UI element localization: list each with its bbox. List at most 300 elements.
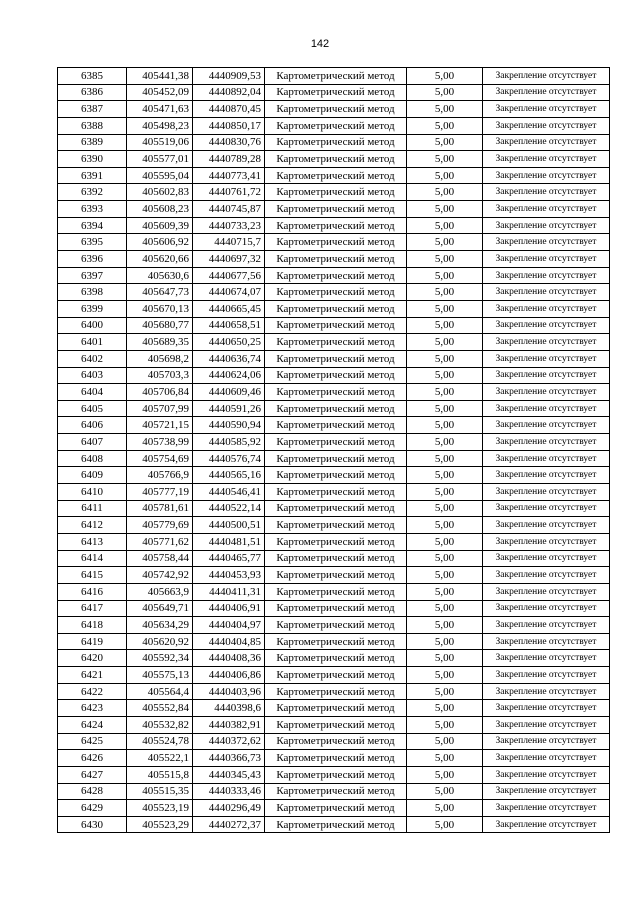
fixing-cell: Закрепление отсутствует — [483, 417, 610, 434]
accuracy-cell: 5,00 — [407, 733, 483, 750]
x-coordinate-cell: 405758,44 — [127, 550, 193, 567]
fixing-cell: Закрепление отсутствует — [483, 68, 610, 85]
fixing-cell: Закрепление отсутствует — [483, 533, 610, 550]
fixing-cell: Закрепление отсутствует — [483, 683, 610, 700]
accuracy-cell: 5,00 — [407, 68, 483, 85]
point-number-cell: 6427 — [58, 766, 127, 783]
point-number-cell: 6390 — [58, 151, 127, 168]
y-coordinate-cell: 4440522,14 — [193, 500, 265, 517]
x-coordinate-cell: 405441,38 — [127, 68, 193, 85]
fixing-cell: Закрепление отсутствует — [483, 400, 610, 417]
accuracy-cell: 5,00 — [407, 334, 483, 351]
x-coordinate-cell: 405620,92 — [127, 633, 193, 650]
accuracy-cell: 5,00 — [407, 550, 483, 567]
y-coordinate-cell: 4440500,51 — [193, 517, 265, 534]
table-row — [58, 450, 610, 467]
accuracy-cell: 5,00 — [407, 267, 483, 284]
x-coordinate-cell: 405608,23 — [127, 201, 193, 218]
accuracy-cell: 5,00 — [407, 217, 483, 234]
accuracy-cell: 5,00 — [407, 117, 483, 134]
y-coordinate-cell: 4440624,06 — [193, 367, 265, 384]
point-number-cell: 6398 — [58, 284, 127, 301]
y-coordinate-cell: 4440398,6 — [193, 700, 265, 717]
point-number-cell: 6407 — [58, 434, 127, 451]
table-row — [58, 683, 610, 700]
accuracy-cell: 5,00 — [407, 700, 483, 717]
table-row — [58, 517, 610, 534]
point-number-cell: 6424 — [58, 716, 127, 733]
fixing-cell: Закрепление отсутствует — [483, 650, 610, 667]
fixing-cell: Закрепление отсутствует — [483, 251, 610, 268]
method-cell: Картометрический метод — [265, 151, 407, 168]
accuracy-cell: 5,00 — [407, 683, 483, 700]
x-coordinate-cell: 405698,2 — [127, 350, 193, 367]
point-number-cell: 6391 — [58, 167, 127, 184]
fixing-cell: Закрепление отсутствует — [483, 267, 610, 284]
accuracy-cell: 5,00 — [407, 750, 483, 767]
table-row — [58, 500, 610, 517]
method-cell: Картометрический метод — [265, 417, 407, 434]
x-coordinate-cell: 405620,66 — [127, 251, 193, 268]
x-coordinate-cell: 405452,09 — [127, 84, 193, 101]
accuracy-cell: 5,00 — [407, 484, 483, 501]
table-row — [58, 217, 610, 234]
fixing-cell: Закрепление отсутствует — [483, 134, 610, 151]
method-cell: Картометрический метод — [265, 550, 407, 567]
point-number-cell: 6411 — [58, 500, 127, 517]
point-number-cell: 6396 — [58, 251, 127, 268]
x-coordinate-cell: 405471,63 — [127, 101, 193, 118]
fixing-cell: Закрепление отсутствует — [483, 667, 610, 684]
accuracy-cell: 5,00 — [407, 201, 483, 218]
table-row — [58, 716, 610, 733]
method-cell: Картометрический метод — [265, 533, 407, 550]
accuracy-cell: 5,00 — [407, 384, 483, 401]
y-coordinate-cell: 4440546,41 — [193, 484, 265, 501]
x-coordinate-cell: 405703,3 — [127, 367, 193, 384]
x-coordinate-cell: 405609,39 — [127, 217, 193, 234]
y-coordinate-cell: 4440408,36 — [193, 650, 265, 667]
x-coordinate-cell: 405602,83 — [127, 184, 193, 201]
point-number-cell: 6429 — [58, 800, 127, 817]
method-cell: Картометрический метод — [265, 284, 407, 301]
page-number: 142 — [310, 38, 330, 50]
table-row — [58, 583, 610, 600]
table-row — [58, 234, 610, 251]
x-coordinate-cell: 405706,84 — [127, 384, 193, 401]
point-number-cell: 6394 — [58, 217, 127, 234]
x-coordinate-cell: 405738,99 — [127, 434, 193, 451]
x-coordinate-cell: 405515,35 — [127, 783, 193, 800]
x-coordinate-cell: 405670,13 — [127, 300, 193, 317]
table-row — [58, 567, 610, 584]
fixing-cell: Закрепление отсутствует — [483, 500, 610, 517]
method-cell: Картометрический метод — [265, 716, 407, 733]
x-coordinate-cell: 405524,78 — [127, 733, 193, 750]
y-coordinate-cell: 4440585,92 — [193, 434, 265, 451]
table-row — [58, 384, 610, 401]
accuracy-cell: 5,00 — [407, 617, 483, 634]
x-coordinate-cell: 405779,69 — [127, 517, 193, 534]
x-coordinate-cell: 405523,19 — [127, 800, 193, 817]
method-cell: Картометрический метод — [265, 350, 407, 367]
y-coordinate-cell: 4440345,43 — [193, 766, 265, 783]
x-coordinate-cell: 405721,15 — [127, 417, 193, 434]
accuracy-cell: 5,00 — [407, 184, 483, 201]
x-coordinate-cell: 405777,19 — [127, 484, 193, 501]
fixing-cell: Закрепление отсутствует — [483, 550, 610, 567]
x-coordinate-cell: 405498,23 — [127, 117, 193, 134]
x-coordinate-cell: 405519,06 — [127, 134, 193, 151]
coordinates-table — [57, 67, 610, 833]
method-cell: Картометрический метод — [265, 600, 407, 617]
fixing-cell: Закрепление отсутствует — [483, 384, 610, 401]
fixing-cell: Закрепление отсутствует — [483, 517, 610, 534]
table-row — [58, 367, 610, 384]
accuracy-cell: 5,00 — [407, 766, 483, 783]
method-cell: Картометрический метод — [265, 700, 407, 717]
y-coordinate-cell: 4440411,31 — [193, 583, 265, 600]
table-row — [58, 650, 610, 667]
point-number-cell: 6388 — [58, 117, 127, 134]
x-coordinate-cell: 405552,84 — [127, 700, 193, 717]
y-coordinate-cell: 4440870,45 — [193, 101, 265, 118]
accuracy-cell: 5,00 — [407, 84, 483, 101]
method-cell: Картометрический метод — [265, 434, 407, 451]
point-number-cell: 6402 — [58, 350, 127, 367]
fixing-cell: Закрепление отсутствует — [483, 467, 610, 484]
y-coordinate-cell: 4440850,17 — [193, 117, 265, 134]
table-row — [58, 783, 610, 800]
accuracy-cell: 5,00 — [407, 167, 483, 184]
point-number-cell: 6414 — [58, 550, 127, 567]
table-row — [58, 733, 610, 750]
table-row — [58, 350, 610, 367]
table-row — [58, 134, 610, 151]
method-cell: Картометрический метод — [265, 101, 407, 118]
accuracy-cell: 5,00 — [407, 583, 483, 600]
y-coordinate-cell: 4440465,77 — [193, 550, 265, 567]
table-row — [58, 533, 610, 550]
point-number-cell: 6413 — [58, 533, 127, 550]
method-cell: Картометрический метод — [265, 68, 407, 85]
point-number-cell: 6399 — [58, 300, 127, 317]
point-number-cell: 6392 — [58, 184, 127, 201]
table-row — [58, 600, 610, 617]
fixing-cell: Закрепление отсутствует — [483, 633, 610, 650]
table-row — [58, 84, 610, 101]
x-coordinate-cell: 405630,6 — [127, 267, 193, 284]
method-cell: Картометрический метод — [265, 800, 407, 817]
table-row — [58, 68, 610, 85]
point-number-cell: 6426 — [58, 750, 127, 767]
table-row — [58, 284, 610, 301]
fixing-cell: Закрепление отсутствует — [483, 334, 610, 351]
method-cell: Картометрический метод — [265, 450, 407, 467]
fixing-cell: Закрепление отсутствует — [483, 716, 610, 733]
table-row — [58, 550, 610, 567]
accuracy-cell: 5,00 — [407, 667, 483, 684]
method-cell: Картометрический метод — [265, 251, 407, 268]
x-coordinate-cell: 405564,4 — [127, 683, 193, 700]
accuracy-cell: 5,00 — [407, 533, 483, 550]
point-number-cell: 6397 — [58, 267, 127, 284]
x-coordinate-cell: 405592,34 — [127, 650, 193, 667]
point-number-cell: 6389 — [58, 134, 127, 151]
method-cell: Картометрический метод — [265, 633, 407, 650]
fixing-cell: Закрепление отсутствует — [483, 117, 610, 134]
x-coordinate-cell: 405742,92 — [127, 567, 193, 584]
x-coordinate-cell: 405680,77 — [127, 317, 193, 334]
coordinates-table-body — [58, 68, 610, 833]
point-number-cell: 6387 — [58, 101, 127, 118]
y-coordinate-cell: 4440372,62 — [193, 733, 265, 750]
accuracy-cell: 5,00 — [407, 450, 483, 467]
point-number-cell: 6420 — [58, 650, 127, 667]
accuracy-cell: 5,00 — [407, 500, 483, 517]
x-coordinate-cell: 405766,9 — [127, 467, 193, 484]
fixing-cell: Закрепление отсутствует — [483, 234, 610, 251]
accuracy-cell: 5,00 — [407, 816, 483, 833]
table-row — [58, 484, 610, 501]
table-row — [58, 267, 610, 284]
point-number-cell: 6425 — [58, 733, 127, 750]
point-number-cell: 6415 — [58, 567, 127, 584]
x-coordinate-cell: 405663,9 — [127, 583, 193, 600]
y-coordinate-cell: 4440609,46 — [193, 384, 265, 401]
y-coordinate-cell: 4440650,25 — [193, 334, 265, 351]
y-coordinate-cell: 4440366,73 — [193, 750, 265, 767]
point-number-cell: 6395 — [58, 234, 127, 251]
accuracy-cell: 5,00 — [407, 600, 483, 617]
method-cell: Картометрический метод — [265, 400, 407, 417]
point-number-cell: 6412 — [58, 517, 127, 534]
table-row — [58, 117, 610, 134]
point-number-cell: 6417 — [58, 600, 127, 617]
x-coordinate-cell: 405771,62 — [127, 533, 193, 550]
fixing-cell: Закрепление отсутствует — [483, 317, 610, 334]
x-coordinate-cell: 405575,13 — [127, 667, 193, 684]
method-cell: Картометрический метод — [265, 667, 407, 684]
accuracy-cell: 5,00 — [407, 284, 483, 301]
accuracy-cell: 5,00 — [407, 300, 483, 317]
point-number-cell: 6430 — [58, 816, 127, 833]
point-number-cell: 6418 — [58, 617, 127, 634]
y-coordinate-cell: 4440830,76 — [193, 134, 265, 151]
table-row — [58, 617, 610, 634]
y-coordinate-cell: 4440773,41 — [193, 167, 265, 184]
point-number-cell: 6385 — [58, 68, 127, 85]
y-coordinate-cell: 4440591,26 — [193, 400, 265, 417]
fixing-cell: Закрепление отсутствует — [483, 217, 610, 234]
x-coordinate-cell: 405707,99 — [127, 400, 193, 417]
point-number-cell: 6393 — [58, 201, 127, 218]
y-coordinate-cell: 4440665,45 — [193, 300, 265, 317]
y-coordinate-cell: 4440590,94 — [193, 417, 265, 434]
method-cell: Картометрический метод — [265, 234, 407, 251]
y-coordinate-cell: 4440406,91 — [193, 600, 265, 617]
table-row — [58, 434, 610, 451]
fixing-cell: Закрепление отсутствует — [483, 184, 610, 201]
method-cell: Картометрический метод — [265, 367, 407, 384]
table-row — [58, 151, 610, 168]
y-coordinate-cell: 4440909,53 — [193, 68, 265, 85]
point-number-cell: 6419 — [58, 633, 127, 650]
table-row — [58, 400, 610, 417]
y-coordinate-cell: 4440658,51 — [193, 317, 265, 334]
y-coordinate-cell: 4440403,96 — [193, 683, 265, 700]
fixing-cell: Закрепление отсутствует — [483, 201, 610, 218]
point-number-cell: 6404 — [58, 384, 127, 401]
accuracy-cell: 5,00 — [407, 151, 483, 168]
fixing-cell: Закрепление отсутствует — [483, 567, 610, 584]
table-row — [58, 417, 610, 434]
fixing-cell: Закрепление отсутствует — [483, 101, 610, 118]
fixing-cell: Закрепление отсутствует — [483, 766, 610, 783]
x-coordinate-cell: 405515,8 — [127, 766, 193, 783]
method-cell: Картометрический метод — [265, 184, 407, 201]
y-coordinate-cell: 4440677,56 — [193, 267, 265, 284]
fixing-cell: Закрепление отсутствует — [483, 434, 610, 451]
y-coordinate-cell: 4440733,23 — [193, 217, 265, 234]
point-number-cell: 6401 — [58, 334, 127, 351]
method-cell: Картометрический метод — [265, 217, 407, 234]
y-coordinate-cell: 4440715,7 — [193, 234, 265, 251]
fixing-cell: Закрепление отсутствует — [483, 750, 610, 767]
x-coordinate-cell: 405606,92 — [127, 234, 193, 251]
method-cell: Картометрический метод — [265, 467, 407, 484]
method-cell: Картометрический метод — [265, 750, 407, 767]
table-row — [58, 300, 610, 317]
method-cell: Картометрический метод — [265, 334, 407, 351]
method-cell: Картометрический метод — [265, 783, 407, 800]
fixing-cell: Закрепление отсутствует — [483, 583, 610, 600]
y-coordinate-cell: 4440272,37 — [193, 816, 265, 833]
fixing-cell: Закрепление отсутствует — [483, 450, 610, 467]
x-coordinate-cell: 405647,73 — [127, 284, 193, 301]
fixing-cell: Закрепление отсутствует — [483, 800, 610, 817]
fixing-cell: Закрепление отсутствует — [483, 167, 610, 184]
accuracy-cell: 5,00 — [407, 417, 483, 434]
y-coordinate-cell: 4440333,46 — [193, 783, 265, 800]
y-coordinate-cell: 4440296,49 — [193, 800, 265, 817]
fixing-cell: Закрепление отсутствует — [483, 284, 610, 301]
point-number-cell: 6410 — [58, 484, 127, 501]
method-cell: Картометрический метод — [265, 567, 407, 584]
y-coordinate-cell: 4440453,93 — [193, 567, 265, 584]
method-cell: Картометрический метод — [265, 650, 407, 667]
accuracy-cell: 5,00 — [407, 317, 483, 334]
x-coordinate-cell: 405634,29 — [127, 617, 193, 634]
accuracy-cell: 5,00 — [407, 517, 483, 534]
accuracy-cell: 5,00 — [407, 234, 483, 251]
x-coordinate-cell: 405781,61 — [127, 500, 193, 517]
fixing-cell: Закрепление отсутствует — [483, 300, 610, 317]
accuracy-cell: 5,00 — [407, 400, 483, 417]
point-number-cell: 6403 — [58, 367, 127, 384]
point-number-cell: 6421 — [58, 667, 127, 684]
method-cell: Картометрический метод — [265, 84, 407, 101]
y-coordinate-cell: 4440404,97 — [193, 617, 265, 634]
accuracy-cell: 5,00 — [407, 467, 483, 484]
fixing-cell: Закрепление отсутствует — [483, 350, 610, 367]
fixing-cell: Закрепление отсутствует — [483, 600, 610, 617]
point-number-cell: 6423 — [58, 700, 127, 717]
table-row — [58, 317, 610, 334]
method-cell: Картометрический метод — [265, 583, 407, 600]
fixing-cell: Закрепление отсутствует — [483, 816, 610, 833]
point-number-cell: 6428 — [58, 783, 127, 800]
method-cell: Картометрический метод — [265, 733, 407, 750]
x-coordinate-cell: 405523,29 — [127, 816, 193, 833]
y-coordinate-cell: 4440406,86 — [193, 667, 265, 684]
point-number-cell: 6405 — [58, 400, 127, 417]
fixing-cell: Закрепление отсутствует — [483, 367, 610, 384]
accuracy-cell: 5,00 — [407, 783, 483, 800]
table-row — [58, 633, 610, 650]
method-cell: Картометрический метод — [265, 766, 407, 783]
fixing-cell: Закрепление отсутствует — [483, 84, 610, 101]
table-row — [58, 251, 610, 268]
table-row — [58, 750, 610, 767]
accuracy-cell: 5,00 — [407, 101, 483, 118]
point-number-cell: 6400 — [58, 317, 127, 334]
method-cell: Картометрический метод — [265, 517, 407, 534]
y-coordinate-cell: 4440745,87 — [193, 201, 265, 218]
point-number-cell: 6406 — [58, 417, 127, 434]
table-row — [58, 201, 610, 218]
table-row — [58, 167, 610, 184]
y-coordinate-cell: 4440481,51 — [193, 533, 265, 550]
y-coordinate-cell: 4440565,16 — [193, 467, 265, 484]
method-cell: Картометрический метод — [265, 317, 407, 334]
y-coordinate-cell: 4440404,85 — [193, 633, 265, 650]
accuracy-cell: 5,00 — [407, 350, 483, 367]
method-cell: Картометрический метод — [265, 117, 407, 134]
x-coordinate-cell: 405649,71 — [127, 600, 193, 617]
y-coordinate-cell: 4440697,32 — [193, 251, 265, 268]
y-coordinate-cell: 4440789,28 — [193, 151, 265, 168]
y-coordinate-cell: 4440382,91 — [193, 716, 265, 733]
y-coordinate-cell: 4440674,07 — [193, 284, 265, 301]
y-coordinate-cell: 4440576,74 — [193, 450, 265, 467]
accuracy-cell: 5,00 — [407, 716, 483, 733]
x-coordinate-cell: 405754,69 — [127, 450, 193, 467]
point-number-cell: 6422 — [58, 683, 127, 700]
fixing-cell: Закрепление отсутствует — [483, 783, 610, 800]
accuracy-cell: 5,00 — [407, 134, 483, 151]
fixing-cell: Закрепление отсутствует — [483, 151, 610, 168]
x-coordinate-cell: 405522,1 — [127, 750, 193, 767]
table-row — [58, 700, 610, 717]
fixing-cell: Закрепление отсутствует — [483, 617, 610, 634]
fixing-cell: Закрепление отсутствует — [483, 700, 610, 717]
point-number-cell: 6408 — [58, 450, 127, 467]
accuracy-cell: 5,00 — [407, 800, 483, 817]
point-number-cell: 6409 — [58, 467, 127, 484]
table-row — [58, 667, 610, 684]
accuracy-cell: 5,00 — [407, 434, 483, 451]
table-row — [58, 766, 610, 783]
fixing-cell: Закрепление отсутствует — [483, 733, 610, 750]
x-coordinate-cell: 405577,01 — [127, 151, 193, 168]
method-cell: Картометрический метод — [265, 134, 407, 151]
method-cell: Картометрический метод — [265, 267, 407, 284]
table-row — [58, 101, 610, 118]
method-cell: Картометрический метод — [265, 484, 407, 501]
accuracy-cell: 5,00 — [407, 567, 483, 584]
method-cell: Картометрический метод — [265, 500, 407, 517]
